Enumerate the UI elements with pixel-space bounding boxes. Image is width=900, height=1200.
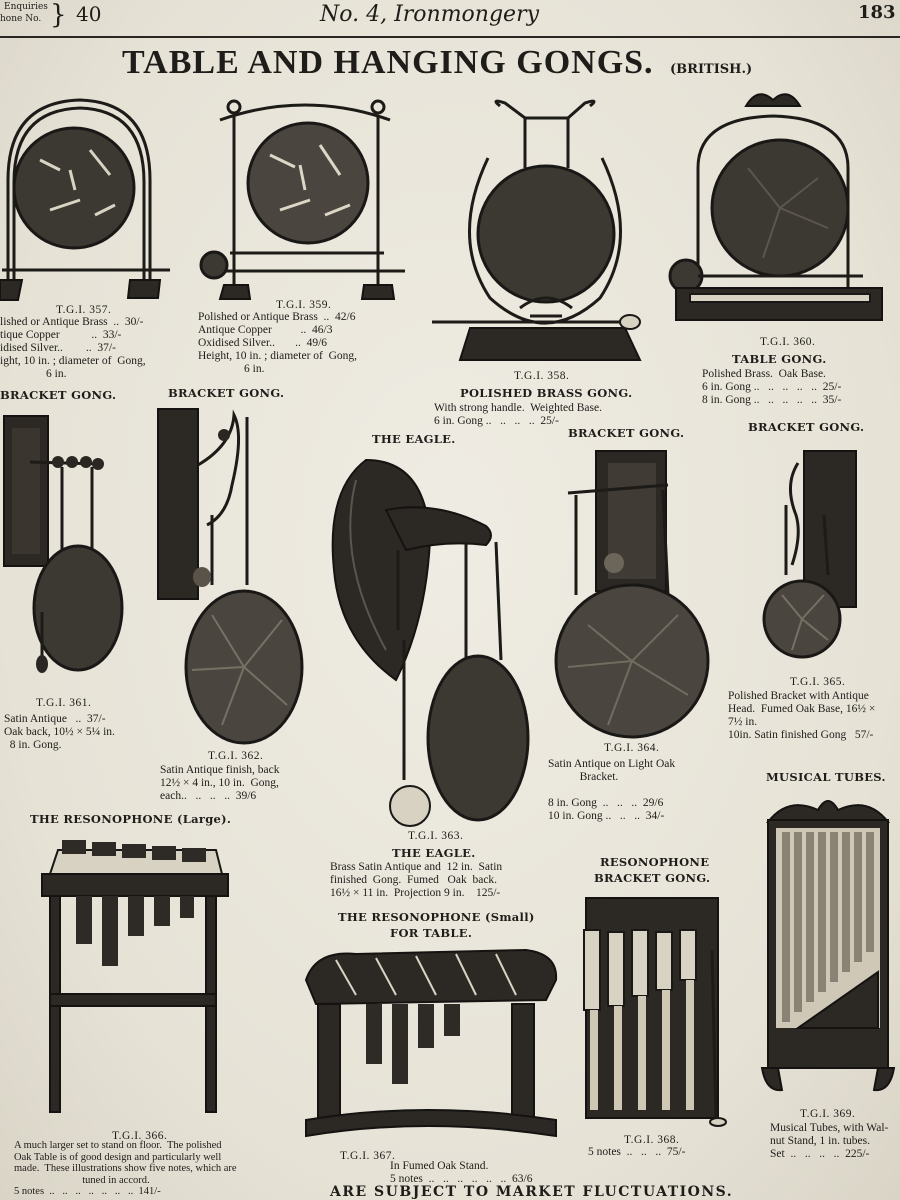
code-367: T.G.I. 367. (340, 1150, 396, 1162)
heading-368b: BRACKET GONG. (594, 871, 711, 885)
code-363: T.G.I. 363. (408, 830, 464, 842)
resonophone-small-illustration (296, 940, 566, 1150)
caption-357: lished or Antique Brass .. 30/- tique Copper .. 33/- idised Silver.. .. 37/- ight, 10 in. ; diameter of Gong, 6 in. (0, 316, 146, 380)
gong-359-illustration (200, 95, 410, 305)
musical-tubes-illustration (758, 792, 900, 1102)
resonophone-large-illustration (36, 830, 236, 1130)
heading-367: THE RESONOPHONE (Small) (338, 910, 535, 924)
code-358: T.G.I. 358. (514, 370, 570, 382)
gong-360-illustration (668, 88, 888, 333)
caption-367: In Fumed Oak Stand. 5 notes .. .. .. .. .. .. 63/6 (390, 1160, 533, 1185)
brace-mark: } (50, 0, 67, 30)
code-369: T.G.I. 369. (800, 1108, 856, 1120)
code-368: T.G.I. 368. (624, 1134, 680, 1146)
phone-label: hone No. (0, 14, 42, 24)
caption-365: Polished Bracket with Antique Head. Fumed Oak Base, 16½ × 7½ in. 10in. Satin finished Gong 57/- (728, 690, 876, 741)
heading-367b: FOR TABLE. (390, 926, 473, 940)
heading-369: MUSICAL TUBES. (766, 770, 886, 784)
gong-363-illustration (326, 450, 541, 830)
code-362: T.G.I. 362. (208, 750, 264, 762)
heading-360: TABLE GONG. (732, 352, 827, 366)
heading-358: POLISHED BRASS GONG. (460, 386, 633, 400)
gong-357-illustration (0, 90, 180, 305)
heading-366: THE RESONOPHONE (Large). (30, 812, 232, 826)
caption-362: Satin Antique finish, back 12½ × 4 in., 10 in. Gong, each.. .. .. .. 39/6 (160, 764, 280, 802)
caption-364: Satin Antique on Light Oak Bracket. 8 in. Gong .. .. .. 29/6 10 in. Gong .. .. .. 34/- (548, 758, 676, 822)
gong-365-illustration (762, 445, 872, 675)
section-title: No. 4, Ironmongery (320, 2, 540, 27)
caption-360: Polished Brass. Oak Base. 6 in. Gong .. .. .. .. .. 25/- 8 in. Gong .. .. .. .. .. 35/- (702, 368, 842, 406)
code-365: T.G.I. 365. (790, 676, 846, 688)
page-number: 183 (858, 2, 896, 23)
caption-369: Musical Tubes, with Wal- nut Stand, 1 in. tubes. Set .. .. .. .. 225/- (770, 1122, 889, 1160)
caption-368: 5 notes .. .. .. 75/- (588, 1146, 686, 1158)
code-360: T.G.I. 360. (760, 336, 816, 348)
phone-number: 40 (76, 2, 102, 26)
title-origin: (BRITISH.) (670, 62, 753, 77)
heading-363-top: THE EAGLE. (372, 432, 456, 446)
page-title: TABLE AND HANGING GONGS. (122, 44, 654, 81)
caption-361: Satin Antique .. 37/- Oak back, 10½ × 5¼ in. 8 in. Gong. (4, 713, 115, 751)
heading-364: BRACKET GONG. (568, 426, 685, 440)
gong-364-illustration (548, 445, 728, 745)
header-rule (0, 36, 900, 38)
caption-359: Polished or Antique Brass .. 42/6 Antique Copper .. 46/3 Oxidised Silver.. .. 49/6 Height, 10 in. ; diameter of Gong, 6 in. (198, 311, 358, 375)
caption-358: With strong handle. Weighted Base. 6 in. Gong .. .. .. .. 25/- (434, 402, 602, 427)
resonophone-bracket-illustration (576, 890, 736, 1130)
code-364: T.G.I. 364. (604, 742, 660, 754)
footer-notice: ARE SUBJECT TO MARKET FLUCTUATIONS. (330, 1184, 734, 1200)
gong-361-illustration (0, 412, 140, 682)
code-361: T.G.I. 361. (36, 697, 92, 709)
heading-362: BRACKET GONG. (168, 386, 285, 400)
heading-361: BRACKET GONG. (0, 388, 117, 402)
heading-363: THE EAGLE. (392, 846, 476, 860)
caption-363: Brass Satin Antique and 12 in. Satin finished Gong. Fumed Oak back. 16½ × 11 in. Projection 9 in. 125/- (330, 861, 503, 899)
caption-366: A much larger set to stand on floor. The polished Oak Table is of good design and particularly well made. These illustrations show five notes, which are tuned in accord. 5 notes .. .. .. .. .. .. .. 141/- (14, 1140, 237, 1197)
gong-362-illustration (152, 405, 312, 745)
heading-368: RESONOPHONE (600, 855, 710, 869)
heading-365: BRACKET GONG. (748, 420, 865, 434)
code-359: T.G.I. 359. (276, 299, 332, 311)
enquiries-label: Enquiries (4, 2, 48, 12)
code-366: T.G.I. 366. (112, 1130, 168, 1142)
gong-358-illustration (430, 98, 640, 368)
code-357: T.G.I. 357. (56, 304, 112, 316)
